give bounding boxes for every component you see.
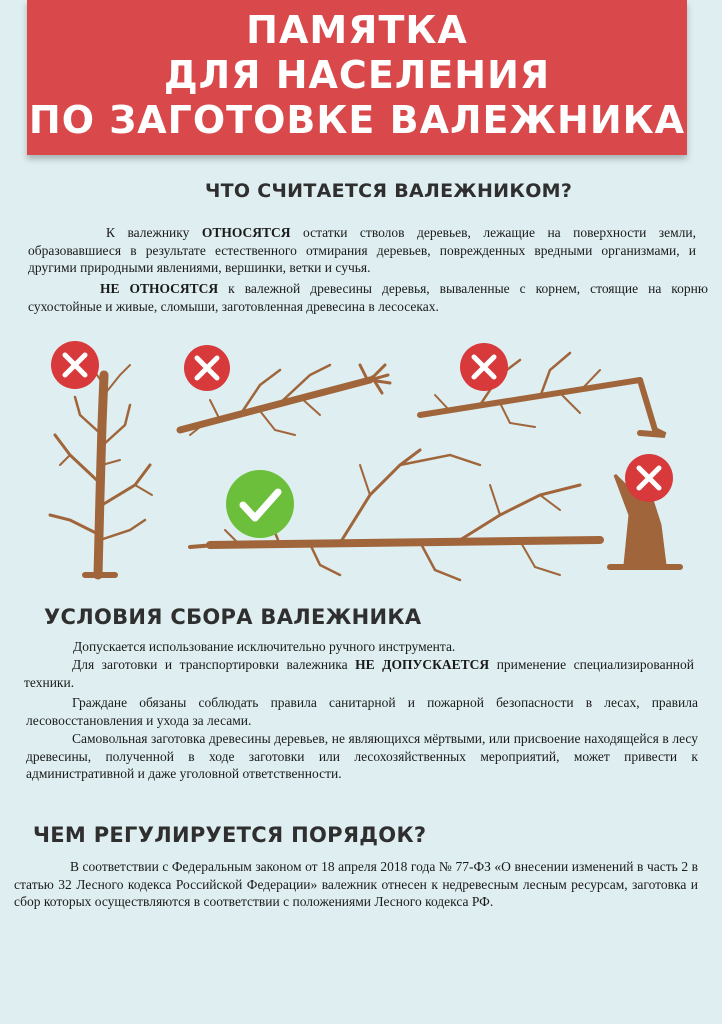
- deadwood-illustration: [40, 335, 690, 595]
- emphasis-excludes: НЕ ОТНОСЯТСЯ: [100, 281, 219, 296]
- emphasis-not-allowed: НЕ ДОПУСКАЕТСЯ: [355, 657, 490, 672]
- cross-icon: [460, 343, 508, 391]
- text: остатки стволов деревьев, лежащие на поверхности земли, образовавшиеся в результате естественного отмирания деревьев, поврежденных вредными организмами, и другими природными явлениями, вершинки, ветки и сучья.: [28, 225, 696, 275]
- paragraph-safety: Граждане обязаны соблюдать правила санитарной и пожарной безопасности в лесах, правила лесовосстановления и ухода за лесами.: [26, 695, 698, 728]
- cross-icon: [625, 454, 673, 502]
- title-banner: [27, 0, 687, 155]
- emphasis-includes: ОТНОСЯТСЯ: [201, 225, 291, 240]
- cross-icon: [184, 345, 230, 391]
- text: Для заготовки и транспортировки валежника: [72, 657, 356, 672]
- title-line-3: ПО ЗАГОТОВКЕ ВАЛЕЖНИКА: [28, 98, 686, 142]
- cross-icon: [51, 341, 99, 389]
- broken-tree: [420, 353, 665, 435]
- text: применение специализированной техники.: [24, 657, 694, 690]
- paragraph-tools: Допускается использование исключительно ручного инструмента.: [73, 639, 456, 654]
- text: к валежной древесины деревья, вываленные с корнем, стоящие на корню сухостойные и живые, сломыши, заготовленная древесина в лесосеках.: [28, 281, 708, 314]
- paragraph-no-machinery: [24, 656, 694, 691]
- standing-dead-tree: [50, 365, 152, 575]
- section-title-what: ЧТО СЧИТАЕТСЯ ВАЛЕЖНИКОМ?: [205, 180, 573, 202]
- text: К валежнику: [106, 225, 202, 240]
- title-line-1: ПАМЯТКА: [246, 8, 468, 52]
- title-line-2: ДЛЯ НАСЕЛЕНИЯ: [163, 53, 551, 97]
- paragraph-liability: Самовольная заготовка древесины деревьев, не являющихся мёртвыми, или присвоение находящейся в лесу древесины, полученной в ходе заготовки или лесохозяйственных мероприятий, может привести к административной и даже уголовной ответственности.: [26, 731, 698, 781]
- check-icon: [226, 470, 294, 538]
- paragraph-definition: [28, 224, 696, 277]
- paragraph-exclusions: [28, 280, 708, 315]
- section-title-conditions: УСЛОВИЯ СБОРА ВАЛЕЖНИКА: [44, 605, 422, 629]
- section-title-regulation: ЧЕМ РЕГУЛИРУЕТСЯ ПОРЯДОК?: [33, 823, 427, 847]
- paragraph-law: В соответствии с Федеральным законом от 18 апреля 2018 года № 77-ФЗ «О внесении изменений в часть 2 в статью 32 Лесного кодекса Российской Федерации» валежник отнесен к недревесным лесным ресурсам, заготовка и сбор которых осуществляются в соответствии с положениями Лесного кодекса РФ.: [14, 859, 698, 909]
